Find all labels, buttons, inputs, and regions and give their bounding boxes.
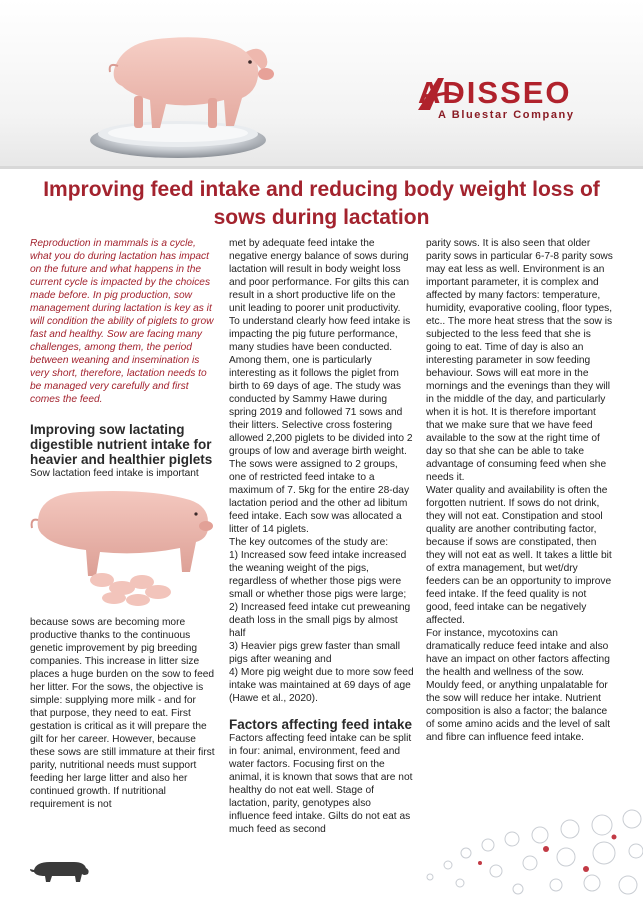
pig-silhouette-icon — [28, 858, 90, 886]
header-divider — [0, 166, 643, 169]
col3-paragraph-1: parity sows. It is also seen that older parity sows in particular 6-7-8 parity sows may eat less as well. Environment is an important parameter, it is complex and affected by many factors: temperature, humidity, evaporative cooling, floor types, etc.. The more heat stress that the sow is subjected to the less feed that she is going to eat. Time of day is also an interesting parameter in sow feeding behaviour. Sows will eat more in the mornings and the evenings than they will in the middle of the day, and particularly when it is hot. It is therefore important that we make sure that we have feed available to the sow at the right time of day so that she can be able to take advantage of consuming feed when she needs it. — [426, 238, 613, 483]
col1-continued-paragraph: because sows are becoming more productive thanks to the continuous genetic improvement by pig breeding companies. This increase in litter size places a huge burden on the sow to feed her litter. For the sows, the objective is simple: supplying more milk - and for that purpose, they need to eat. First gestation is critical as it will prepare the gilt for her career. However, because these sows are still immature at their first parity, nutritional needs must support feeding her large litter and also her continued growth. If nutritional requirement is not — [30, 617, 215, 810]
section-subtitle: Sow lactation feed intake is important — [30, 468, 199, 479]
logo-tagline: A Bluestar Company — [438, 109, 575, 121]
col2-paragraph-factors: Factors affecting feed intake can be split in four: animal, environment, feed and water factors. Focusing first on the animal, it is known that sows that are not healthy do not eat well. Stage of lactation, parity, genotypes also influence feed intake. Gilts do not eat as much feed as second — [229, 733, 413, 835]
adisseo-logo — [418, 76, 618, 124]
intro-paragraph: Reproduction in mammals is a cycle, what you do during lactation has impact on the future and what happens in the current cycle is impacted by the choices made before. In pig production, sow management during lactation is key as it will condition the ability of piglets to grow fast and healthy. Sow are facing many challenges, among them, the period between weaning and insemination is very short, therefore, lactation needs to be managed very carefully and first comes the feed. — [30, 238, 214, 405]
logo-wordmark: ADISSEO — [418, 75, 572, 110]
column-2 — [229, 237, 414, 836]
col2-outcome-2: 2) Increased feed intake cut preweaning death loss in the small pigs by almost half — [229, 602, 411, 639]
col3-paragraph-2: Water quality and availability is often the forgotten nutrient. If sows do not drink, they will not eat. Constipation and stool quality are another contributing factor, because if sows are constipated, then they will not eat as well. It takes a little bit of extra management, but wet/dry feeders can be an opportunity to improve feed intake. If the feed quality is not good, feed intake can be negatively affected. — [426, 485, 612, 626]
col3-paragraph-3: For instance, mycotoxins can dramatically reduce feed intake and also have an impact on other factors affecting the health and wellness of the sow. Mouldy feed, or anything unpalatable for the sow will reduce her intake. Nutrient composition is also a factor; the balance of some amino acids and the level of salt and fibre can influence feed intake. — [426, 628, 611, 743]
col2-outcome-4: 4) More pig weight due to more sow feed intake was maintained at 69 days of age (Hawe et al., 2020). — [229, 667, 414, 704]
page-header — [0, 0, 643, 168]
sow-with-piglets-illustration — [30, 480, 218, 610]
column-3 — [426, 237, 613, 744]
col2-paragraph-3: The key outcomes of the study are: — [229, 537, 389, 548]
column-1-continued — [30, 616, 215, 811]
section-heading-1: Improving sow lactating digestible nutrient intake for heavier and healthier piglets — [30, 422, 213, 467]
col2-paragraph-2: To understand clearly how feed intake is impacting the pig future performance, many studies have been conducted. Among them, one is particularly interesting as it follows the piglet from birth to 69 days of age. The study was conducted by Sammy Hawe during spring 2019 and followed 71 sows and their litters. Selective cross fostering allowed 2,200 piglets to be divided into 2 groups of low and average birth weight. The sows were assigned to 2 groups, one of restricted feed intake to a maximum of 7. 5kg for the entire 28-day lactation period and the other ad libitum feed intake. Each sow was allocated a litter of 14 piglets. — [229, 316, 413, 535]
water-droplets-decoration — [400, 805, 643, 908]
section-heading-2: Factors affecting feed intake — [229, 717, 413, 732]
col2-outcome-3: 3) Heavier pigs grew faster than small pigs after weaning and — [229, 641, 400, 665]
page-title: Improving feed intake and reducing body weight loss of sows during lactation — [43, 178, 600, 229]
col2-paragraph-1: met by adequate feed intake the negative energy balance of sows during lactation will result in body weight loss and poor performance. For gilts this can result in a short productive life on the unit leading to poorer unit productivity. — [229, 238, 410, 314]
column-1 — [30, 237, 215, 480]
pig-on-pedestal-illustration — [74, 0, 284, 168]
col2-outcome-1: 1) Increased sow feed intake increased the weaning weight of the pigs, regardless of whether those pigs were small or whether those pigs were large; — [229, 550, 407, 600]
